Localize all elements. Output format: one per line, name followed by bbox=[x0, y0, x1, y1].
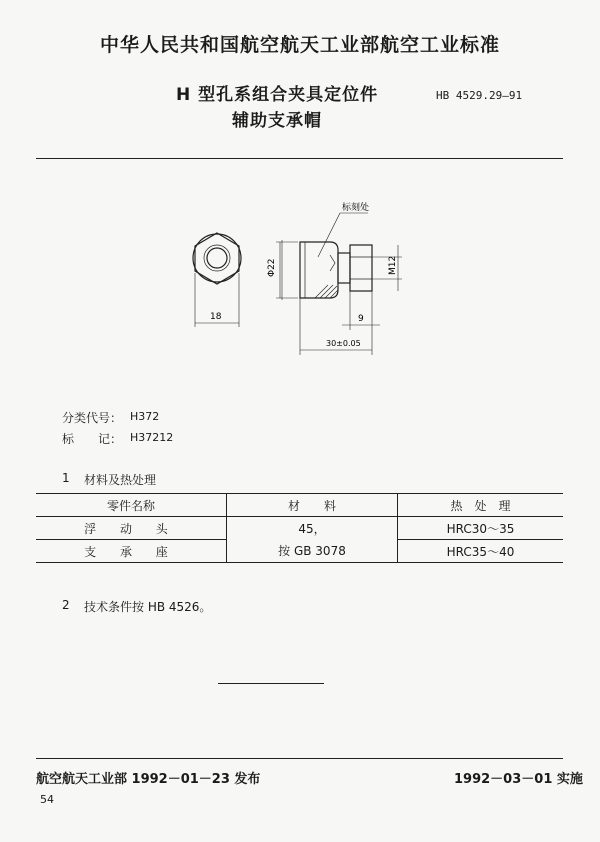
dim-9-label: 9 bbox=[358, 314, 364, 324]
class-code-value: H372 bbox=[130, 410, 160, 423]
mark-value: H37212 bbox=[130, 431, 174, 444]
nut bbox=[350, 245, 372, 291]
section2-text: 技术条件按 HB 4526。 bbox=[84, 600, 212, 614]
mark-label: 标 记： bbox=[62, 432, 123, 446]
col-material: 材 料 bbox=[227, 494, 398, 517]
part-name-cell: 浮 动 头 bbox=[36, 517, 227, 540]
mark-position-label: 标刻处 bbox=[342, 203, 370, 213]
col-heat-treatment: 热 处 理 bbox=[398, 494, 564, 517]
page-number: 54 bbox=[40, 793, 54, 806]
outer-circle bbox=[193, 234, 241, 282]
material-line1: 45， bbox=[298, 521, 326, 536]
dim-18-label: 18 bbox=[210, 312, 222, 322]
head-profile bbox=[300, 242, 338, 298]
material-line2: 按 GB 3078 bbox=[278, 543, 346, 558]
dim-m12-label: M12 bbox=[388, 255, 398, 275]
issuing-organization: 中华人民共和国航空航天工业部航空工业标准 bbox=[99, 34, 500, 56]
header-rule bbox=[36, 158, 563, 159]
technical-drawing bbox=[170, 195, 420, 360]
part-name-cell: 支 承 座 bbox=[36, 540, 227, 563]
inner-circle bbox=[207, 248, 227, 268]
dim-d22-label: Φ22 bbox=[267, 258, 277, 277]
heat-treatment-cell: HRC35～40 bbox=[398, 540, 564, 563]
issue-date: 航空航天工业部 1992－01－23 发布 bbox=[36, 772, 261, 787]
shank bbox=[338, 253, 350, 283]
heat-treatment-cell: HRC30～35 bbox=[398, 517, 564, 540]
class-code-label: 分类代号： bbox=[62, 411, 123, 425]
materials-table bbox=[36, 493, 563, 563]
document-title: H 型孔系组合夹具定位件 bbox=[176, 85, 379, 105]
col-part-name: 零件名称 bbox=[36, 494, 227, 517]
section2-number: 2 bbox=[62, 598, 70, 612]
table-header-row bbox=[36, 494, 563, 517]
material-cell bbox=[227, 517, 398, 563]
standard-number: HB 4529.29—91 bbox=[436, 89, 523, 102]
effective-date: 1992－03－01 实施 bbox=[454, 772, 583, 787]
section1-title: 材料及热处理 bbox=[84, 473, 157, 487]
section1-number: 1 bbox=[62, 471, 70, 485]
footer-rule bbox=[36, 758, 563, 759]
table-row bbox=[36, 517, 563, 540]
document-subtitle: 辅助支承帽 bbox=[232, 111, 322, 131]
dim-30-label: 30±0.05 bbox=[326, 339, 361, 348]
end-rule bbox=[218, 683, 324, 684]
